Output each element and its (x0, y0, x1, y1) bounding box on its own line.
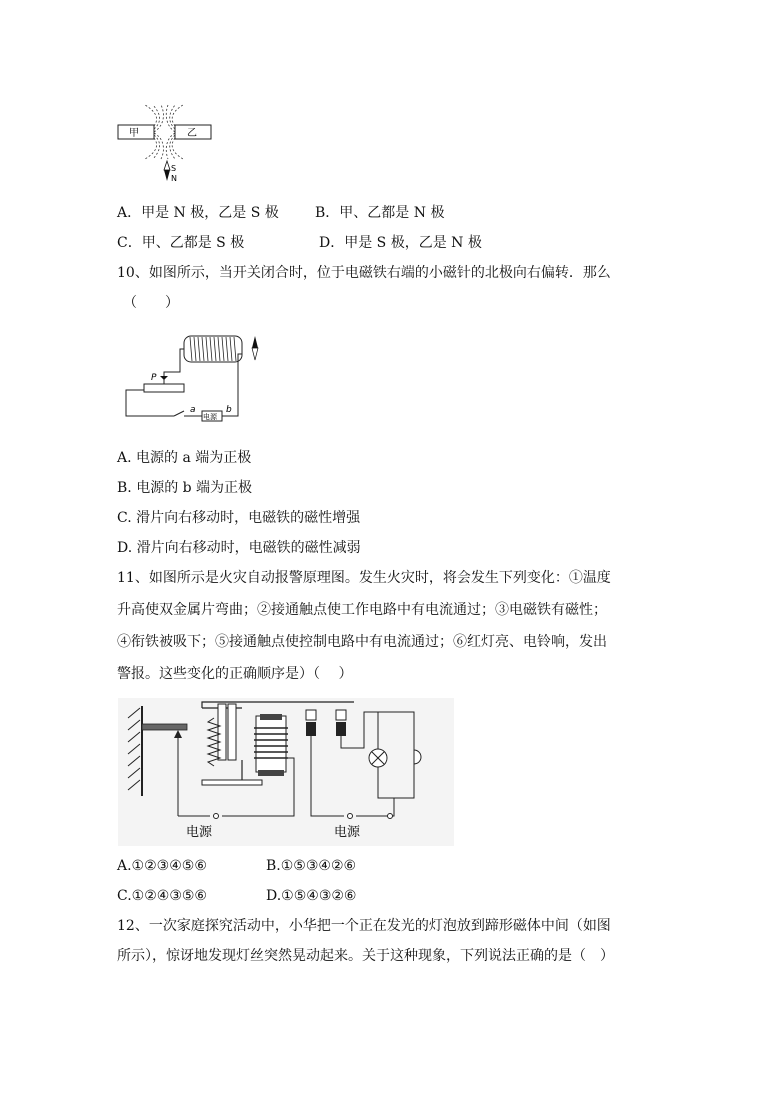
q11-figure-fire-alarm (118, 698, 454, 846)
q9-option-d: D．甲是 S 极，乙是 N 极 (319, 235, 482, 251)
q10-option-d: D. 滑片向右移动时，电磁铁的磁性减弱 (117, 540, 361, 556)
q10-figure-electromagnet-circuit (122, 332, 272, 432)
contact-right (336, 722, 346, 736)
compass-needle-s (164, 161, 170, 170)
switch (174, 411, 184, 416)
source-label-right: 电源 (334, 825, 361, 840)
magnet-yi-label: 乙 (187, 128, 197, 139)
q10-option-b: B. 电源的 b 端为正极 (117, 480, 253, 496)
q11-stem-line2: 升高使双金属片弯曲；②接通触点使工作电路中有电流通过；③电磁铁有磁性； (117, 602, 607, 618)
q11-stem-line1: 11、如图所示是火灾自动报警原理图。发生火灾时，将会发生下列变化：①温度 (117, 570, 611, 586)
small-compass-needle (252, 336, 258, 348)
q11-option-c: C.①②④③⑤⑥ (117, 888, 207, 904)
rheostat (144, 384, 184, 392)
slider-p (160, 376, 168, 380)
q10-option-a: A. 电源的 a 端为正极 (117, 450, 252, 466)
electromagnet (256, 716, 286, 772)
q9-option-b: B．甲、乙都是 N 极 (315, 205, 445, 221)
q12-stem-line1: 12、一次家庭探究活动中，小华把一个正在发光的灯泡放到蹄形磁体中间（如图 (117, 918, 611, 934)
compass-needle-n (164, 170, 170, 181)
q11-option-d: D.①⑤④③②⑥ (266, 888, 357, 904)
label-b: b (226, 405, 232, 415)
needle-n-label: N (171, 174, 177, 183)
armature (218, 704, 226, 760)
label-p: P (151, 373, 157, 383)
electromagnet-coil (184, 336, 242, 362)
power-source-label: 电源 (203, 413, 217, 421)
q11-option-a: A.①②③④⑤⑥ (117, 858, 207, 874)
q11-option-b: B.①⑤③④②⑥ (266, 858, 357, 874)
q9-figure-magnetic-field (115, 103, 215, 183)
q9-option-c: C．甲、乙都是 S 极 (117, 235, 245, 251)
label-a: a (190, 405, 196, 415)
magnet-jia-label: 甲 (129, 128, 139, 139)
q11-stem-line3: ④衔铁被吸下；⑤接通触点使控制电路中有电流通过；⑥红灯亮、电铃响，发出 (117, 634, 607, 650)
bimetal-strip (142, 724, 187, 730)
q10-stem-line2: （ ） (123, 295, 179, 311)
q12-stem-line2: 所示），惊讶地发现灯丝突然晃动起来。关于这种现象，下列说法正确的是（ ） (117, 948, 614, 964)
contact-left (306, 722, 316, 736)
source-label-left: 电源 (186, 825, 213, 840)
q10-stem-line1: 10、如图所示，当开关闭合时，位于电磁铁右端的小磁针的北极向右偏转．那么 (117, 265, 611, 281)
q9-option-a: A．甲是 N 极，乙是 S 极 (117, 205, 279, 221)
q10-option-c: C. 滑片向右移动时，电磁铁的磁性增强 (117, 510, 361, 526)
q11-stem-line4: 警报。这些变化的正确顺序是）（ ） (117, 666, 353, 682)
needle-s-label: S (171, 164, 177, 173)
